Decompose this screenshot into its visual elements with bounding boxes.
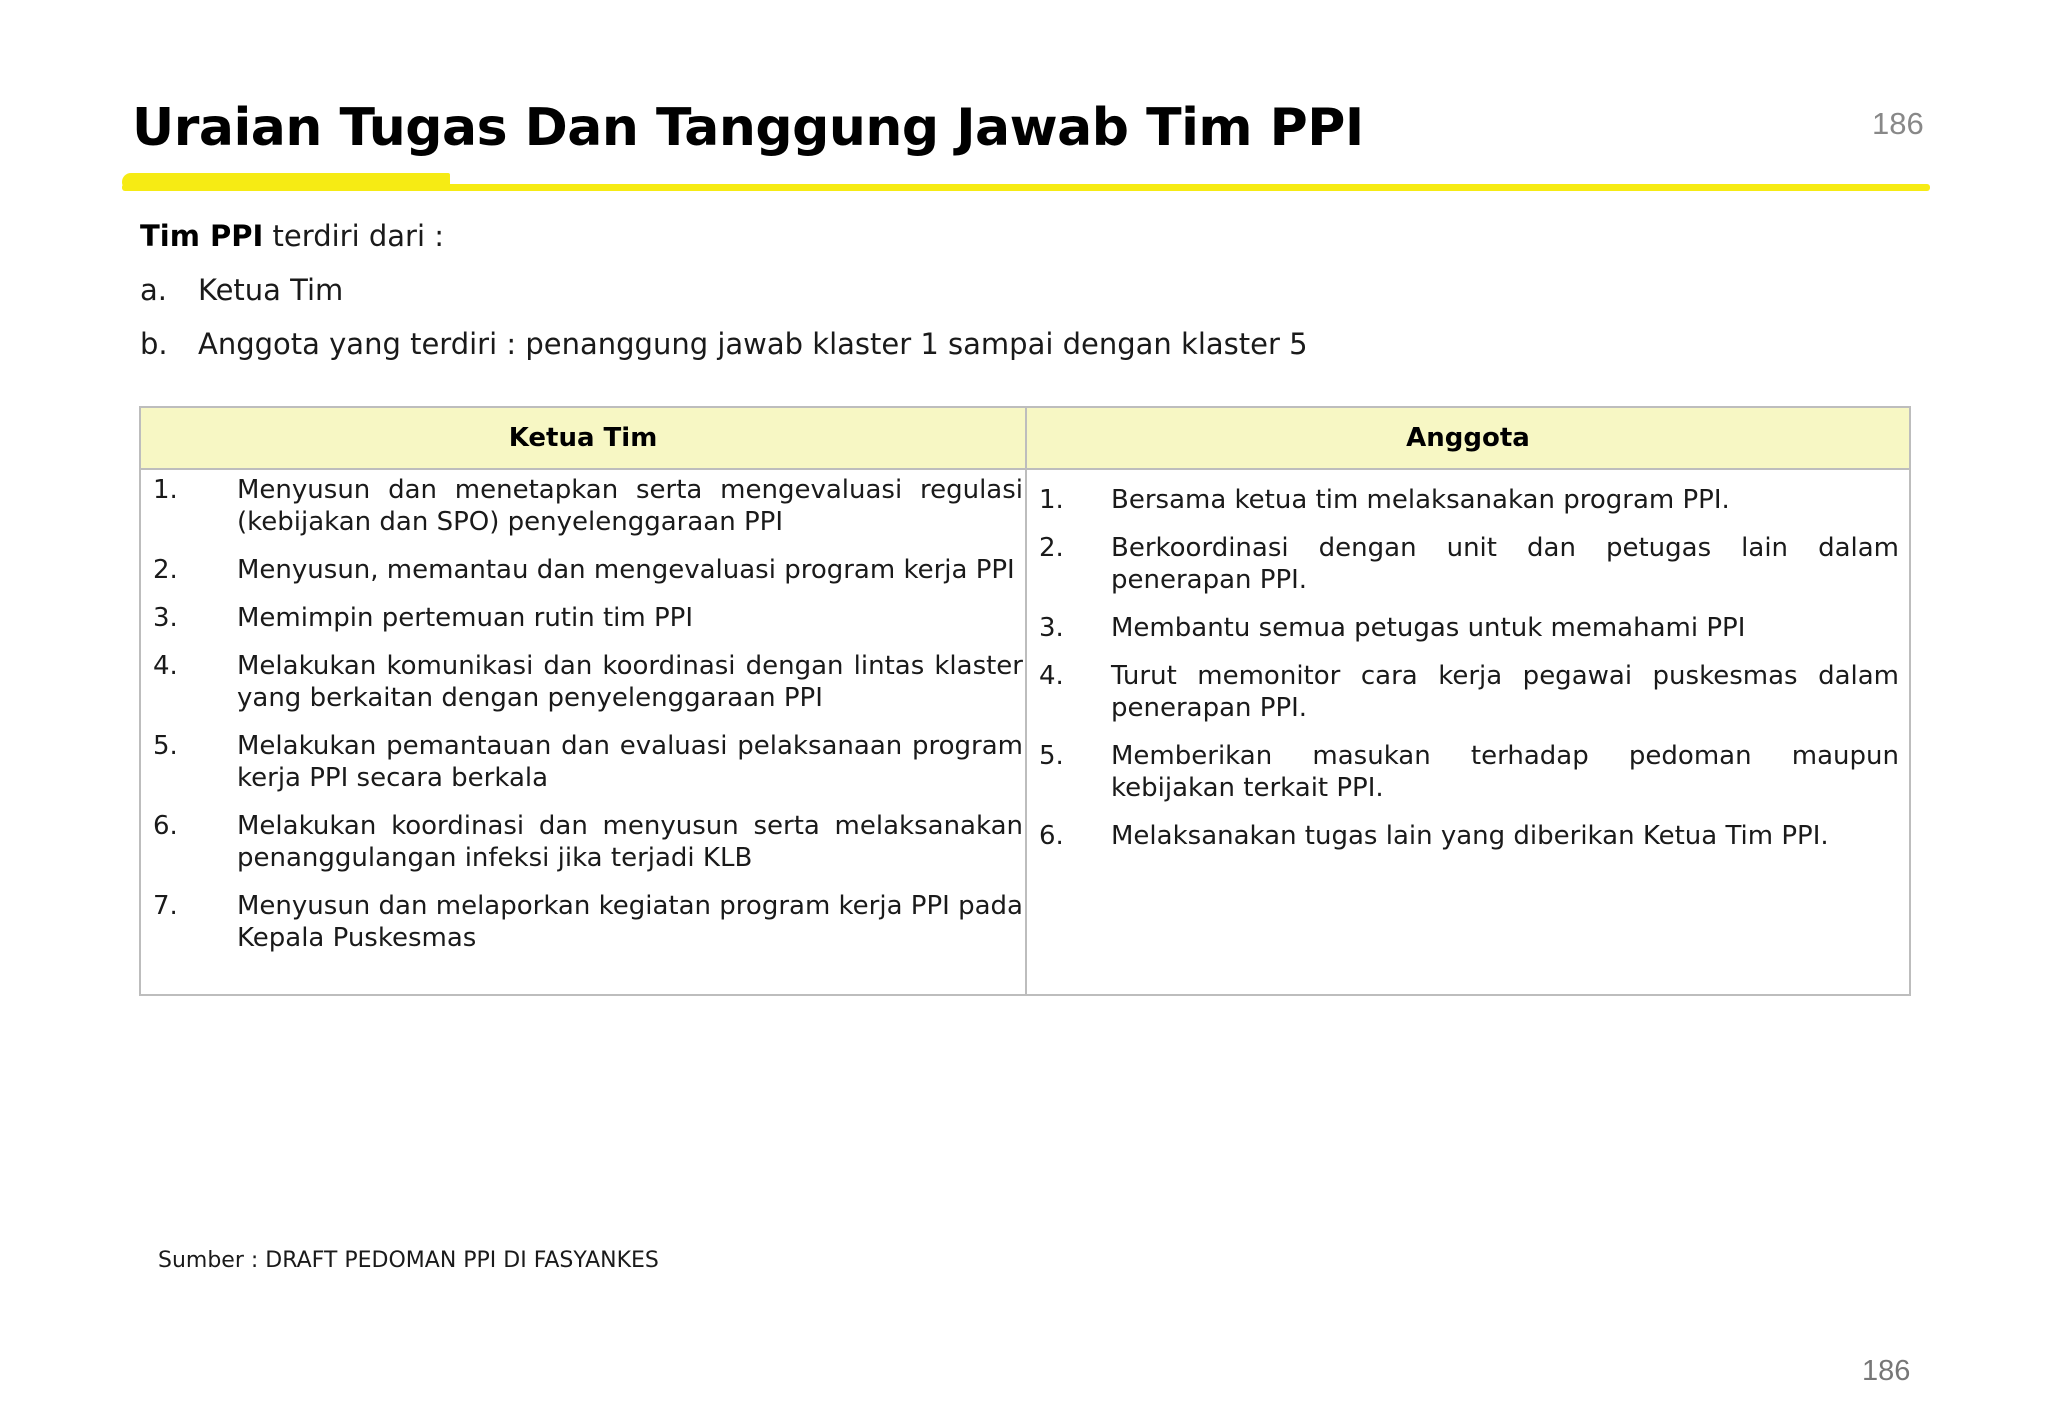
list-item-number: 2.	[153, 555, 178, 585]
list-item-number: 1.	[153, 475, 178, 505]
intro-item-text: Anggota yang terdiri : penanggung jawab klaster 1 sampai dengan klaster 5	[198, 327, 1308, 361]
list-item-number: 2.	[1039, 533, 1064, 563]
list-item-text: Menyusun, memantau dan mengevaluasi program kerja PPI	[237, 555, 1015, 585]
list-item	[153, 650, 1023, 714]
list-item	[153, 730, 1023, 794]
page-number-top: 186	[1872, 106, 1924, 141]
list-item-number: 6.	[153, 811, 178, 841]
list-item-text: Memberikan masukan terhadap pedoman maupun kebijakan terkait PPI.	[1111, 741, 1899, 803]
title-underline	[122, 184, 1930, 191]
list-item	[153, 890, 1023, 954]
duties-table	[139, 406, 1911, 996]
anggota-duties-list	[1039, 484, 1899, 868]
list-item-text: Menyusun dan menetapkan serta mengevaluasi regulasi (kebijakan dan SPO) penyelenggaraan PPI	[237, 475, 1023, 537]
source-note: Sumber : DRAFT PEDOMAN PPI DI FASYANKES	[158, 1248, 659, 1273]
ketua-duties-list	[153, 474, 1023, 970]
intro-item-marker: b.	[140, 327, 168, 361]
intro-lead-bold: Tim PPI	[140, 219, 264, 253]
table-header-ketua: Ketua Tim	[508, 423, 658, 453]
list-item-number: 6.	[1039, 821, 1064, 851]
list-item	[1039, 484, 1899, 516]
intro-lead	[140, 218, 1308, 272]
list-item-number: 4.	[153, 651, 178, 681]
intro-item	[140, 326, 1308, 380]
list-item-text: Melakukan pemantauan dan evaluasi pelaksanaan program kerja PPI secara berkala	[237, 731, 1023, 793]
list-item-number: 3.	[1039, 613, 1064, 643]
list-item-number: 5.	[1039, 741, 1064, 771]
intro-item-text: Ketua Tim	[198, 273, 344, 307]
list-item-number: 5.	[153, 731, 178, 761]
list-item-text: Menyusun dan melaporkan kegiatan program kerja PPI pada Kepala Puskesmas	[237, 891, 1023, 953]
list-item-number: 1.	[1039, 485, 1064, 515]
table-column-divider	[1025, 408, 1027, 994]
page-number-bottom: 186	[1862, 1355, 1911, 1387]
intro-section	[140, 218, 1308, 380]
page-title: Uraian Tugas Dan Tanggung Jawab Tim PPI	[132, 98, 1364, 158]
list-item	[153, 554, 1023, 586]
list-item	[153, 474, 1023, 538]
list-item-text: Turut memonitor cara kerja pegawai puskesmas dalam penerapan PPI.	[1111, 661, 1899, 723]
table-header-anggota: Anggota	[1406, 423, 1530, 453]
list-item	[1039, 820, 1899, 852]
list-item	[1039, 612, 1899, 644]
list-item-text: Berkoordinasi dengan unit dan petugas lain dalam penerapan PPI.	[1111, 533, 1899, 595]
list-item	[1039, 532, 1899, 596]
list-item	[153, 602, 1023, 634]
list-item-number: 3.	[153, 603, 178, 633]
list-item-text: Membantu semua petugas untuk memahami PPI	[1111, 613, 1746, 643]
list-item-text: Memimpin pertemuan rutin tim PPI	[237, 603, 694, 633]
intro-lead-rest: terdiri dari :	[263, 219, 444, 253]
intro-item	[140, 272, 1308, 326]
list-item	[1039, 740, 1899, 804]
list-item-text: Melakukan koordinasi dan menyusun serta melaksanakan penanggulangan infeksi jika terjadi KLB	[237, 811, 1023, 873]
list-item-number: 4.	[1039, 661, 1064, 691]
intro-item-marker: a.	[140, 273, 167, 307]
list-item-text: Bersama ketua tim melaksanakan program PPI.	[1111, 485, 1730, 515]
list-item-text: Melaksanakan tugas lain yang diberikan Ketua Tim PPI.	[1111, 821, 1829, 851]
list-item	[153, 810, 1023, 874]
list-item	[1039, 660, 1899, 724]
list-item-number: 7.	[153, 891, 178, 921]
list-item-text: Melakukan komunikasi dan koordinasi dengan lintas klaster yang berkaitan dengan penyelenggaraan PPI	[237, 651, 1023, 713]
